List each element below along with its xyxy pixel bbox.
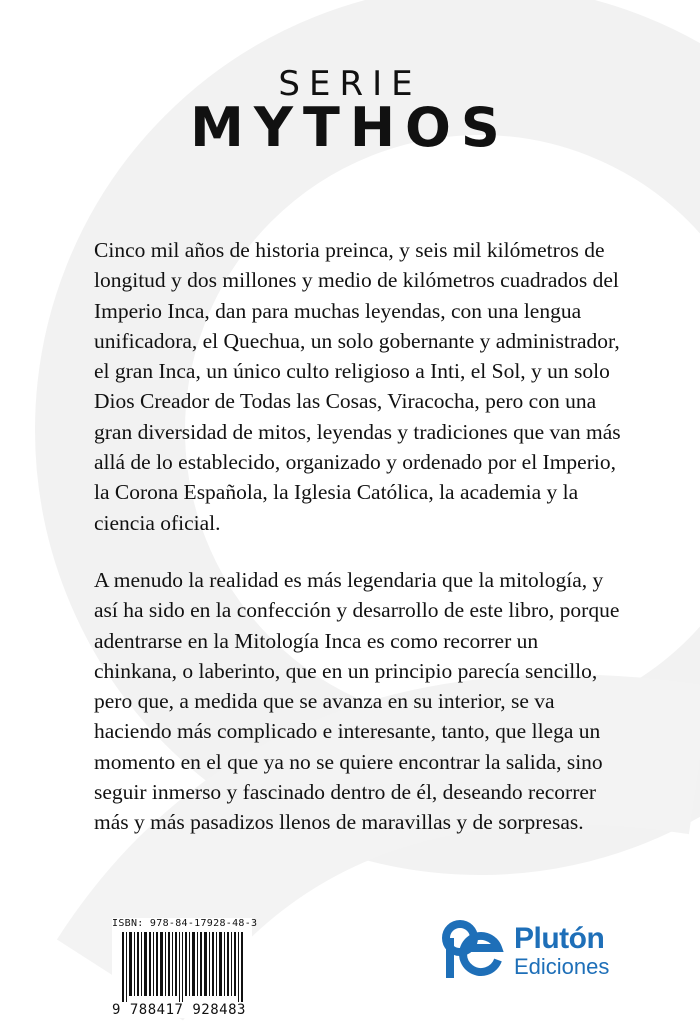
- synopsis-paragraph-1: [94, 235, 624, 538]
- isbn-barcode: [112, 918, 258, 1018]
- paragraph-text: A menudo la realidad es más legendaria que la mitología, y así ha sido en la confección y desarrollo de este libro, porque adentrarse en la Mitología Inca es como recorrer un chinkana, o laberinto, que en un principio parecía sencillo, pero que, a medida que se avanza en su interior, se va haciendo más complicado e interesante, tanto, que llega un momento en el que ya no se quiere encontrar la salida, sino seguir inmerso y fascinado dentro de él, deseando recorrer más y más pasadizos llenos de maravillas y de sorpresas.: [94, 568, 620, 835]
- ean-digits: 9 788417 928483: [112, 1002, 246, 1018]
- isbn-label: ISBN: 978-84-17928-48-3: [112, 918, 258, 929]
- series-title: MYTHOS: [190, 96, 510, 159]
- publisher-name: Plutón: [514, 922, 605, 955]
- paragraph-text: Cinco mil años de historia preinca, y seis mil kilómetros de longitud y dos millones y medio de kilómetros cuadrados del Imperio Inca, dan para muchas leyendas, con una lengua unificadora, el Quechua, un solo gobernante y administrador, el gran Inca, un único culto religioso a Inti, el Sol, y un solo Dios Creador de Todas las Cosas, Viracocha, pero con una gran diversidad de mitos, leyendas y tradiciones que van más allá de lo establecido, organizado y ordenado por el Imperio, la Corona Española, la Iglesia Católica, la academia y la ciencia oficial.: [94, 238, 621, 535]
- publisher-subtitle: Ediciones: [514, 954, 610, 979]
- barcode-bars: [112, 932, 252, 1002]
- series-label: SERIE: [278, 64, 422, 104]
- publisher-logo: [440, 910, 660, 990]
- synopsis-paragraph-2: [94, 565, 624, 838]
- pluton-logo-icon: [440, 918, 506, 980]
